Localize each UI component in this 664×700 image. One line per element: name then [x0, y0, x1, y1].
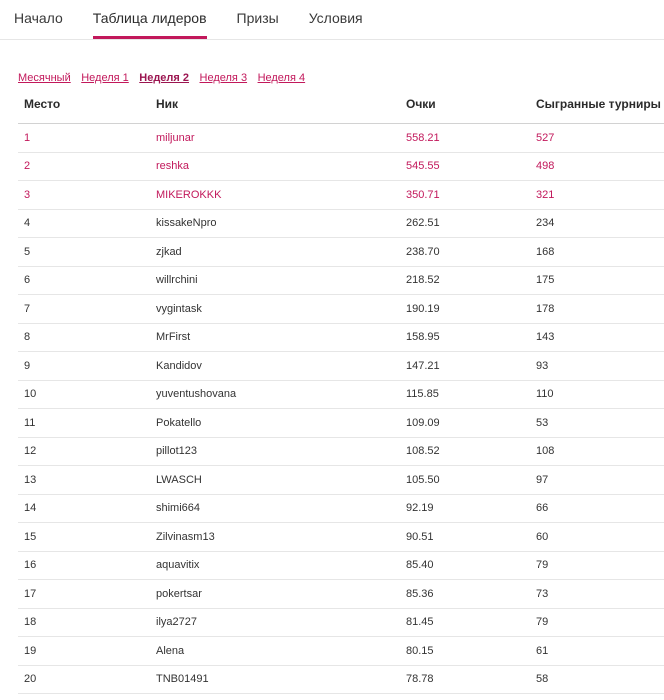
nick-cell: Alena: [156, 644, 185, 657]
points-cell: 147.21: [406, 359, 440, 372]
played-cell: 321: [536, 188, 555, 201]
leaderboard-row: [18, 466, 664, 495]
played-cell: 498: [536, 160, 555, 173]
place-cell: 3: [24, 188, 31, 201]
leaderboard-row: [18, 438, 664, 467]
leaderboard-row: [18, 210, 664, 239]
played-cell: 168: [536, 245, 555, 258]
nick-cell: kissakeNpro: [156, 217, 217, 230]
place-cell: 7: [24, 302, 31, 315]
main-nav: [0, 0, 664, 40]
played-cell: 53: [536, 416, 549, 429]
place-cell: 13: [24, 473, 37, 486]
leaderboard-row: [18, 181, 664, 210]
points-cell: 90.51: [406, 530, 434, 543]
column-header-place: Место: [24, 97, 61, 111]
leaderboard-row: [18, 523, 664, 552]
place-cell: 9: [24, 359, 31, 372]
nick-cell: LWASCH: [156, 473, 202, 486]
nick-cell: MrFirst: [156, 331, 191, 344]
nick-cell: zjkad: [156, 245, 182, 258]
played-cell: 61: [536, 644, 549, 657]
nick-cell: TNB01491: [156, 673, 209, 686]
played-cell: 97: [536, 473, 549, 486]
filter-week-4[interactable]: Неделя 4: [257, 72, 306, 84]
column-header-nick: Ник: [156, 97, 179, 111]
points-cell: 558.21: [406, 131, 440, 144]
leaderboard-row: [18, 238, 664, 267]
nick-cell: vygintask: [156, 302, 202, 315]
place-cell: 1: [24, 131, 31, 144]
leaderboard-row: [18, 295, 664, 324]
filter-week-1[interactable]: Неделя 1: [81, 72, 129, 84]
place-cell: 8: [24, 331, 31, 344]
points-cell: 115.85: [406, 388, 439, 401]
leaderboard-row: [18, 124, 664, 153]
played-cell: 66: [536, 502, 549, 515]
nick-cell: aquavitix: [156, 559, 200, 572]
place-cell: 17: [24, 587, 37, 600]
played-cell: 234: [536, 217, 555, 230]
leaderboard-header: [18, 90, 664, 124]
place-cell: 15: [24, 530, 37, 543]
place-cell: 11: [24, 416, 36, 429]
played-cell: 79: [536, 616, 549, 629]
points-cell: 78.78: [406, 673, 434, 686]
place-cell: 16: [24, 559, 37, 572]
leaderboard-row: [18, 409, 664, 438]
filter-monthly[interactable]: Месячный: [18, 72, 71, 84]
played-cell: 93: [536, 359, 549, 372]
points-cell: 190.19: [406, 302, 440, 315]
leaderboard-row: [18, 552, 664, 581]
played-cell: 58: [536, 673, 549, 686]
played-cell: 175: [536, 274, 555, 287]
points-cell: 108.52: [406, 445, 440, 458]
points-cell: 545.55: [406, 160, 440, 173]
played-cell: 60: [536, 530, 549, 543]
tab-rules[interactable]: Условия: [308, 10, 363, 26]
place-cell: 18: [24, 616, 37, 629]
leaderboard-table: [18, 90, 664, 694]
nick-cell: pokertsar: [156, 587, 202, 600]
tab-home[interactable]: Начало: [14, 10, 63, 26]
nick-cell: shimi664: [156, 502, 201, 515]
played-cell: 143: [536, 331, 555, 344]
place-cell: 4: [24, 217, 31, 230]
nick-cell: yuventushovana: [156, 388, 237, 401]
place-cell: 14: [24, 502, 37, 515]
played-cell: 527: [536, 131, 555, 144]
leaderboard-row: [18, 666, 664, 695]
nick-cell: ilya2727: [156, 616, 197, 629]
place-cell: 2: [24, 160, 31, 173]
filter-week-3[interactable]: Неделя 3: [199, 72, 248, 84]
points-cell: 238.70: [406, 245, 440, 258]
nick-cell: willrchini: [156, 274, 198, 287]
leaderboard-row: [18, 637, 664, 666]
tab-prizes[interactable]: Призы: [236, 10, 279, 26]
played-cell: 79: [536, 559, 549, 572]
nick-cell: pillot123: [156, 445, 197, 458]
tab-leaderboard[interactable]: Таблица лидеров: [93, 0, 207, 39]
played-cell: 73: [536, 587, 549, 600]
points-cell: 85.40: [406, 559, 434, 572]
place-cell: 12: [24, 445, 37, 458]
leaderboard-row: [18, 352, 664, 381]
leaderboard-body: [18, 124, 664, 694]
place-cell: 5: [24, 245, 31, 258]
played-cell: 108: [536, 445, 555, 458]
leaderboard-row: [18, 381, 664, 410]
place-cell: 10: [24, 388, 37, 401]
leaderboard-row: [18, 267, 664, 296]
points-cell: 81.45: [406, 616, 434, 629]
place-cell: 19: [24, 644, 37, 657]
points-cell: 158.95: [406, 331, 440, 344]
leaderboard-row: [18, 324, 664, 353]
nick-cell: Kandidov: [156, 359, 202, 372]
leaderboard-row: [18, 153, 664, 182]
leaderboard-row: [18, 580, 664, 609]
nick-cell: MIKEROKKK: [156, 188, 222, 201]
column-header-points: Очки: [406, 97, 436, 111]
nick-cell: miljunar: [156, 131, 195, 144]
filter-week-2[interactable]: Неделя 2: [139, 72, 190, 84]
played-cell: 110: [536, 388, 554, 401]
leaderboard-row: [18, 609, 664, 638]
column-header-played: Сыгранные турниры: [536, 97, 661, 111]
played-cell: 178: [536, 302, 555, 315]
points-cell: 218.52: [406, 274, 440, 287]
nick-cell: Pokatello: [156, 416, 202, 429]
points-cell: 350.71: [406, 188, 440, 201]
points-cell: 80.15: [406, 644, 434, 657]
points-cell: 105.50: [406, 473, 440, 486]
points-cell: 92.19: [406, 502, 434, 515]
nick-cell: reshka: [156, 160, 190, 173]
nick-cell: Zilvinasm13: [156, 530, 215, 543]
points-cell: 85.36: [406, 587, 434, 600]
points-cell: 109.09: [406, 416, 440, 429]
points-cell: 262.51: [406, 217, 440, 230]
leaderboard-row: [18, 495, 664, 524]
place-cell: 6: [24, 274, 31, 287]
period-filter: [18, 71, 316, 85]
place-cell: 20: [24, 673, 37, 686]
